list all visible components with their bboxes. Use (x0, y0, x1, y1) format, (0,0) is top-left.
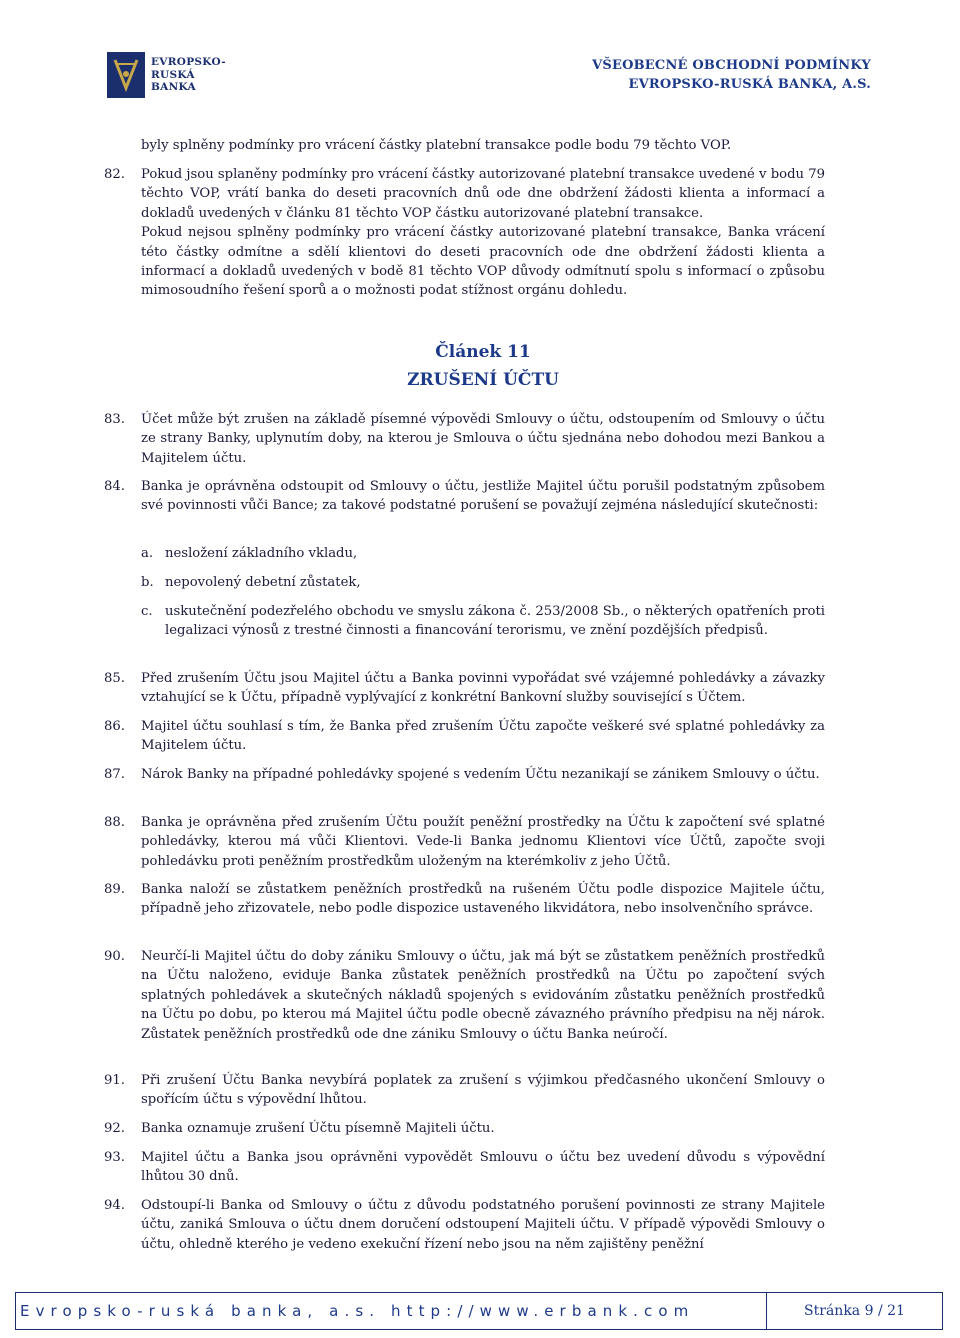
item-text: Při zrušení Účtu Banka nevybírá poplatek za zrušení s výjimkou předčasného ukončení Smlouvy o spořícím účtu s výpovědní lhůtou. (141, 1073, 825, 1108)
item-number: 85. (104, 671, 125, 686)
item-82-text (141, 165, 825, 301)
bank-logo (107, 50, 247, 100)
logo-line-3: BANKA (151, 81, 196, 94)
item-number: 94. (104, 1198, 125, 1213)
item-text: Banka je oprávněna před zrušením Účtu použít peněžní prostředky na Účtu k započtení své splatné pohledávky, kterou má vůči Klientovi. Vede-li Banka jednomu Klientovi více Účtů, započte svoji pohledávku proti peněžním prostředkům uloženým na kterémkoliv z jeho Účtů. (141, 815, 825, 869)
item-number: 84. (104, 479, 125, 494)
item-number: 86. (104, 719, 125, 734)
sub-item-letter: a. (141, 546, 154, 561)
sub-item-text: nepovolený debetní zůstatek, (165, 575, 361, 590)
item-text: Odstoupí-li Banka od Smlouvy o účtu z důvodu podstatného porušení povinnosti ze strany Majitele účtu, zaniká Smlouva o účtu dnem doručení odstoupení Majiteli účtu. V případě výpovědi Smlouvy o účtu, ohledně kterého je vedeno exekuční řízení nebo jsou na něm zajištěny peněžní (141, 1198, 825, 1252)
item-text: Nárok Banky na případné pohledávky spojené s vedením Účtu nezanikají se zánikem Smlouvy o účtu. (141, 767, 820, 782)
item-number: 87. (104, 767, 125, 782)
item-text: Před zrušením Účtu jsou Majitel účtu a Banka povinni vypořádat své vzájemné pohledávky a závazky vztahující se k Účtu, případně vyplývající z konkrétní Bankovní služby související s Účtem. (141, 671, 825, 706)
document-title-line-1: VŠEOBECNÉ OBCHODNÍ PODMÍNKY (592, 58, 871, 73)
footer-bank-url: Evropsko-ruská banka, a.s. http://www.erbank.com (20, 1302, 695, 1320)
item-number: 83. (104, 412, 125, 427)
item-number: 92. (104, 1121, 125, 1136)
item-82-paragraph-2: Pokud nejsou splněny podmínky pro vrácení částky autorizované platební transakce, Banka vrácení této částky odmítne a sdělí klientovi do deseti pracovních ode dne obdržení žádosti klienta a informací a dokladů uvedených v bodě 81 těchto VOP důvody odmítnutí spolu s informací o způsobu mimosoudního řešení sporů a o možnosti podat stížnost orgánu dohledu. (141, 225, 825, 299)
logo-wordmark (151, 56, 226, 94)
article-title: ZRUŠENÍ ÚČTU (407, 370, 559, 390)
item-text: Majitel účtu a Banka jsou oprávněni vypovědět Smlouvu o účtu bez uvedení důvodu s výpovědní lhůtou 30 dnů. (141, 1150, 825, 1185)
item-number: 88. (104, 815, 125, 830)
item-number: 90. (104, 949, 125, 964)
sub-item-letter: b. (141, 575, 154, 590)
item-text: Majitel účtu souhlasí s tím, že Banka před zrušením Účtu započte veškeré své splatné pohledávky za Majitelem účtu. (141, 719, 825, 754)
sub-item-letter: c. (141, 604, 153, 619)
item-number: 91. (104, 1073, 125, 1088)
crest-icon (107, 52, 145, 98)
item-text: Banka je oprávněna odstoupit od Smlouvy o účtu, jestliže Majitel účtu porušil podstatným způsobem své povinnosti vůči Bance; za takové podstatné porušení se považují zejména následující skutečnosti: (141, 479, 825, 514)
item-text: Účet může být zrušen na základě písemné výpovědi Smlouvy o účtu, odstoupením od Smlouvy o účtu ze strany Banky, uplynutím doby, na kterou je Smlouva o účtu sjednána nebo dohodou mezi Bankou a Majitelem účtu. (141, 412, 825, 466)
continuation-text: byly splněny podmínky pro vrácení částky platební transakce podle bodu 79 těchto VOP. (141, 138, 732, 153)
item-82-paragraph-1: Pokud jsou splaněny podmínky pro vrácení částky autorizované platební transakce uvedené v bodu 79 těchto VOP, vrátí banka do deseti pracovních dnů ode dne obdržení žádosti klienta a informací a dokladů uvedených v článku 81 těchto VOP částku autorizované platební transakce. (141, 167, 825, 221)
item-number: 82. (104, 167, 125, 182)
item-number: 93. (104, 1150, 125, 1165)
item-number: 89. (104, 882, 125, 897)
logo-line-1: EVROPSKO- (151, 56, 226, 69)
logo-line-2: RUSKÁ (151, 68, 195, 81)
item-text: Neurčí-li Majitel účtu do doby zániku Smlouvy o účtu, jak má být se zůstatkem peněžních prostředků na Účtu naloženo, eviduje Banka zůstatek peněžních prostředků na Účtu po započtení svých splatných pohledávek a skutečných nákladů spojených s evidováním zůstatku peněžních prostředků na Účtu po dobu, po kterou má Majitel účtu podle obecně závazného právního předpisu na něj nárok. Zůstatek peněžních prostředků ode dne zániku Smlouvy o účtu Banka neúročí. (141, 949, 825, 1042)
page-number: Stránka 9 / 21 (766, 1293, 942, 1329)
page-footer (15, 1292, 943, 1330)
item-text: Banka oznamuje zrušení Účtu písemně Majiteli účtu. (141, 1121, 495, 1136)
article-number: Článek 11 (435, 342, 531, 362)
sub-item-text: uskutečnění podezřelého obchodu ve smyslu zákona č. 253/2008 Sb., o některých opatřeních proti legalizaci výnosů z trestné činnosti a financování terorismu, ve znění pozdějších předpisů. (165, 604, 825, 639)
document-title-line-2: EVROPSKO-RUSKÁ BANKA, A.S. (628, 77, 871, 92)
item-text: Banka naloží se zůstatkem peněžních prostředků na rušeném Účtu podle dispozice Majitele účtu, případně jeho zřizovatele, nebo podle dispozice ustaveného likvidátora, nebo insolvenčního správce. (141, 882, 825, 917)
sub-item-text: nesložení základního vkladu, (165, 546, 358, 561)
document-title (592, 56, 871, 94)
